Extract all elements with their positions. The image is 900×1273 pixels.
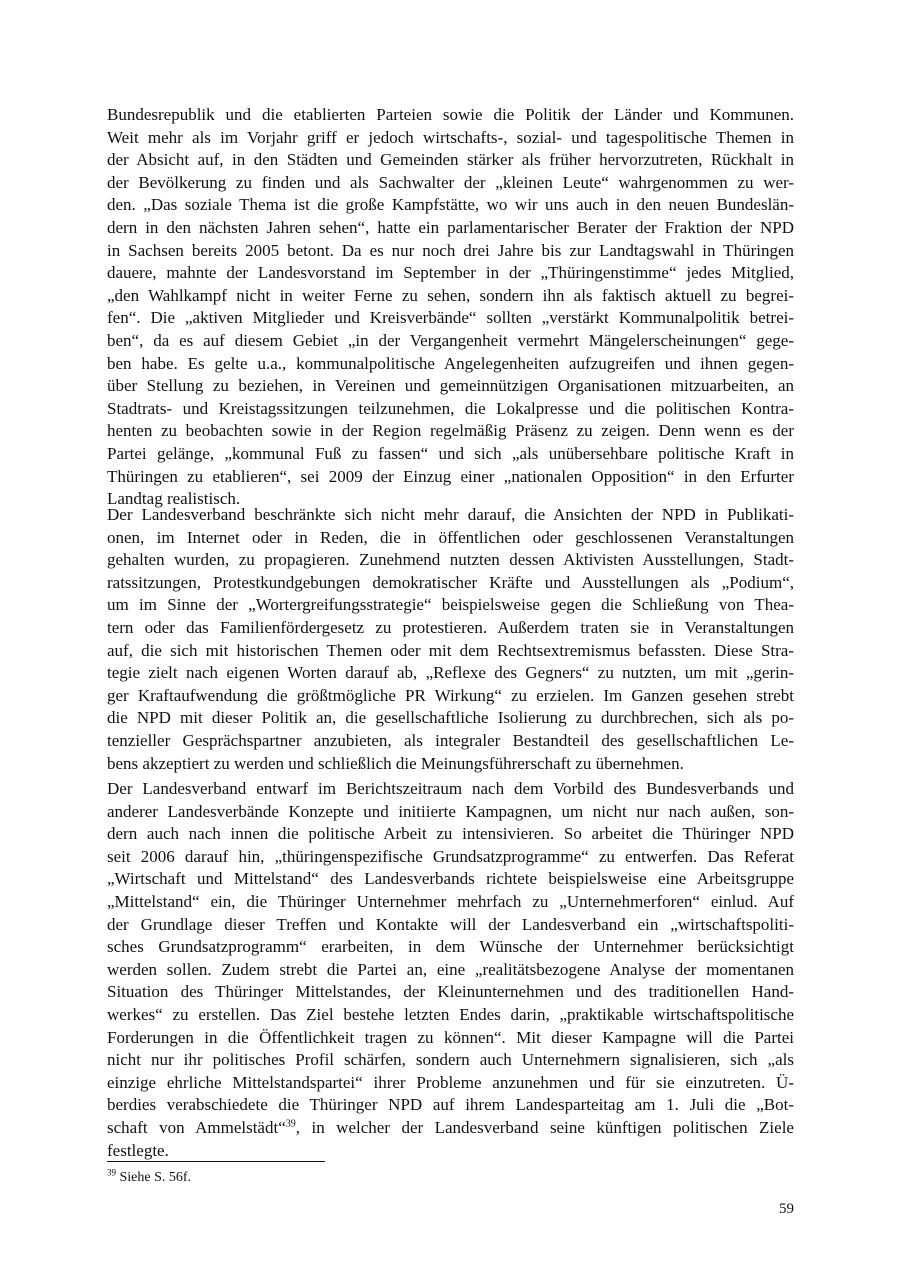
- text-line: seit 2006 darauf hin, „thüringenspezifische Grundsatzprogramme“ zu entwerfen. Das Referat: [107, 846, 794, 866]
- text-line: ben habe. Es gelte u.a., kommunalpolitische Angelegenheiten aufzugreifen und ihnen gegen-: [107, 353, 794, 373]
- text-line: tern oder das Familienfördergesetz zu protestieren. Außerdem traten sie in Veranstaltungen: [107, 617, 794, 637]
- text-line: Situation des Thüringer Mittelstandes, der Kleinunternehmen und des traditionellen Hand-: [107, 982, 794, 1002]
- text-line: Partei gelänge, „kommunal Fuß zu fassen“ und sich „als unübersehbare politische Kraft in: [107, 443, 794, 463]
- text-line: tenzieller Gesprächspartner anzubieten, als integraler Bestandteil des gesellschaftlichen Le-: [107, 730, 794, 750]
- text-line: der Grundlage dieser Treffen und Kontakte will der Landesverband ein „wirtschaftspoliti-: [107, 914, 794, 934]
- text-line: dauere, mahnte der Landesvorstand im September in der „Thüringenstimme“ jedes Mitglied,: [107, 263, 794, 283]
- text-line: „den Wahlkampf nicht in weiter Ferne zu sehen, sondern ihn als faktisch aktuell zu begrei-: [107, 285, 794, 305]
- text-line: den. „Das soziale Thema ist die große Kampfstätte, wo wir uns auch in den neuen Bundeslän-: [107, 195, 794, 215]
- text-line: Der Landesverband entwarf im Berichtszeitraum nach dem Vorbild des Bundesverbands und: [107, 779, 794, 798]
- text-line: „Wirtschaft und Mittelstand“ des Landesverbands richtete beispielsweise eine Arbeitsgruppe: [107, 869, 794, 889]
- text-fragment: schaft von Ammelstädt“: [107, 1117, 286, 1137]
- text-line: über Stellung zu beziehen, in Vereinen und gemeinnützigen Organisationen mitzuarbeiten, an: [107, 376, 794, 396]
- text-line: henten zu beobachten sowie in der Region regelmäßig Präsenz zu zeigen. Denn wenn es der: [107, 421, 794, 441]
- text-line: einzige ehrliche Mittelstandspartei“ ihrer Probleme anzunehmen und für sie einzutreten. Ü-: [107, 1072, 794, 1092]
- text-line: Landtag realistisch.: [107, 489, 241, 509]
- text-line-with-footnote-ref: [107, 1117, 794, 1140]
- paragraph-3: [107, 778, 794, 1162]
- text-line: sches Grundsatzprogramm“ erarbeiten, in dem Wünsche der Unternehmer berücksichtigt: [107, 937, 794, 957]
- paragraph-2: [107, 504, 794, 775]
- text-line: Weit mehr als im Vorjahr griff er jedoch wirtschafts-, sozial- und tagespolitische Themen in: [107, 127, 794, 147]
- text-line: „Mittelstand“ ein, die Thüringer Unternehmer mehrfach zu „Unternehmerforen“ einlud. Auf: [107, 891, 794, 911]
- text-line: Thüringen zu etablieren“, sei 2009 der Einzug einer „nationalen Opposition“ in den Erfurter: [107, 466, 794, 486]
- text-line: werkes“ zu erstellen. Das Ziel bestehe letzten Endes darin, „praktikable wirtschaftspolitische: [107, 1004, 794, 1024]
- footnote-reference[interactable]: 39: [285, 1118, 296, 1130]
- footnote-number: 39: [107, 1167, 116, 1178]
- text-line: in Sachsen bereits 2005 betont. Da es nur noch drei Jahre bis zur Landtagswahl in Thüringen: [107, 240, 794, 260]
- text-line: anderer Landesverbände Konzepte und initiierte Kampagnen, um nicht nur nach außen, son-: [107, 801, 794, 821]
- text-line: Forderungen in die Öffentlichkeit tragen zu können“. Mit dieser Kampagne will die Partei: [107, 1027, 794, 1047]
- text-line: Der Landesverband beschränkte sich nicht mehr darauf, die Ansichten der NPD in Publikati-: [107, 505, 794, 524]
- footnote: [107, 1169, 191, 1187]
- text-line: um im Sinne der „Wortergreifungsstrategie“ beispielsweise gegen die Schließung von Thea-: [107, 595, 794, 615]
- text-line: ger Kraftaufwendung die größtmögliche PR Wirkung“ zu erzielen. Im Ganzen gesehen strebt: [107, 685, 794, 705]
- text-fragment: , in welcher der Landesverband seine künftigen politischen Ziele: [295, 1117, 794, 1137]
- text-line: auf, die sich mit historischen Themen oder mit dem Rechtsextremismus befassten. Diese Stra-: [107, 640, 794, 660]
- page-number: 59: [779, 1201, 794, 1217]
- text-line: onen, im Internet oder in Reden, die in öffentlichen oder geschlossenen Veranstaltungen: [107, 527, 794, 547]
- text-line: gehalten wurden, zu propagieren. Zunehmend nutzten dessen Aktivisten Ausstellungen, Stadt-: [107, 550, 794, 570]
- page-body: [107, 104, 794, 1160]
- footnote-divider: [107, 1161, 325, 1162]
- text-line: der Absicht auf, in den Städten und Gemeinden stärker als früher hervorzutreten, Rückhalt in: [107, 150, 794, 170]
- text-line: fen“. Die „aktiven Mitglieder und Kreisverbände“ sollten „verstärkt Kommunalpolitik betrei-: [107, 308, 794, 328]
- text-line: die NPD mit dieser Politik an, die gesellschaftliche Isolierung zu durchbrechen, sich als po-: [107, 708, 794, 728]
- text-line: werden sollen. Zudem strebt die Partei an, eine „realitätsbezogene Analyse der momentanen: [107, 959, 794, 979]
- text-line: nicht nur ihr politisches Profil schärfen, sondern auch Unternehmern signalisieren, sich „als: [107, 1050, 794, 1070]
- text-line: berdies verabschiedete die Thüringer NPD auf ihrem Landesparteitag am 1. Juli die „Bot-: [107, 1095, 794, 1115]
- text-line: ben“, da es auf diesem Gebiet „in der Vergangenheit vermehrt Mängelerscheinungen“ gege-: [107, 330, 794, 350]
- paragraph-1: [107, 104, 794, 511]
- text-line: ratssitzungen, Protestkundgebungen demokratischer Kräfte und Ausstellungen als „Podium“,: [107, 572, 794, 592]
- text-line: Bundesrepublik und die etablierten Parteien sowie die Politik der Länder und Kommunen.: [107, 105, 794, 124]
- footnote-text: Siehe S. 56f.: [116, 1170, 192, 1185]
- text-line: Stadtrats- und Kreistagssitzungen teilzunehmen, die Lokalpresse und die politischen Kontra-: [107, 398, 794, 418]
- text-line: der Bevölkerung zu finden und als Sachwalter der „kleinen Leute“ wahrgenommen zu wer-: [107, 172, 794, 192]
- text-line: tegie zielt nach eigenen Worten darauf ab, „Reflexe des Gegners“ zu nutzten, um mit „gerin-: [107, 663, 794, 683]
- text-line: bens akzeptiert zu werden und schließlich die Meinungsführerschaft zu übernehmen.: [107, 753, 684, 773]
- text-line: dern in den nächsten Jahren sehen“, hatte ein parlamentarischer Berater der Fraktion der NPD: [107, 217, 794, 237]
- text-line: dern auch nach innen die politische Arbeit zu intensivieren. So arbeitet die Thüringer NPD: [107, 824, 794, 844]
- text-line: festlegte.: [107, 1140, 169, 1160]
